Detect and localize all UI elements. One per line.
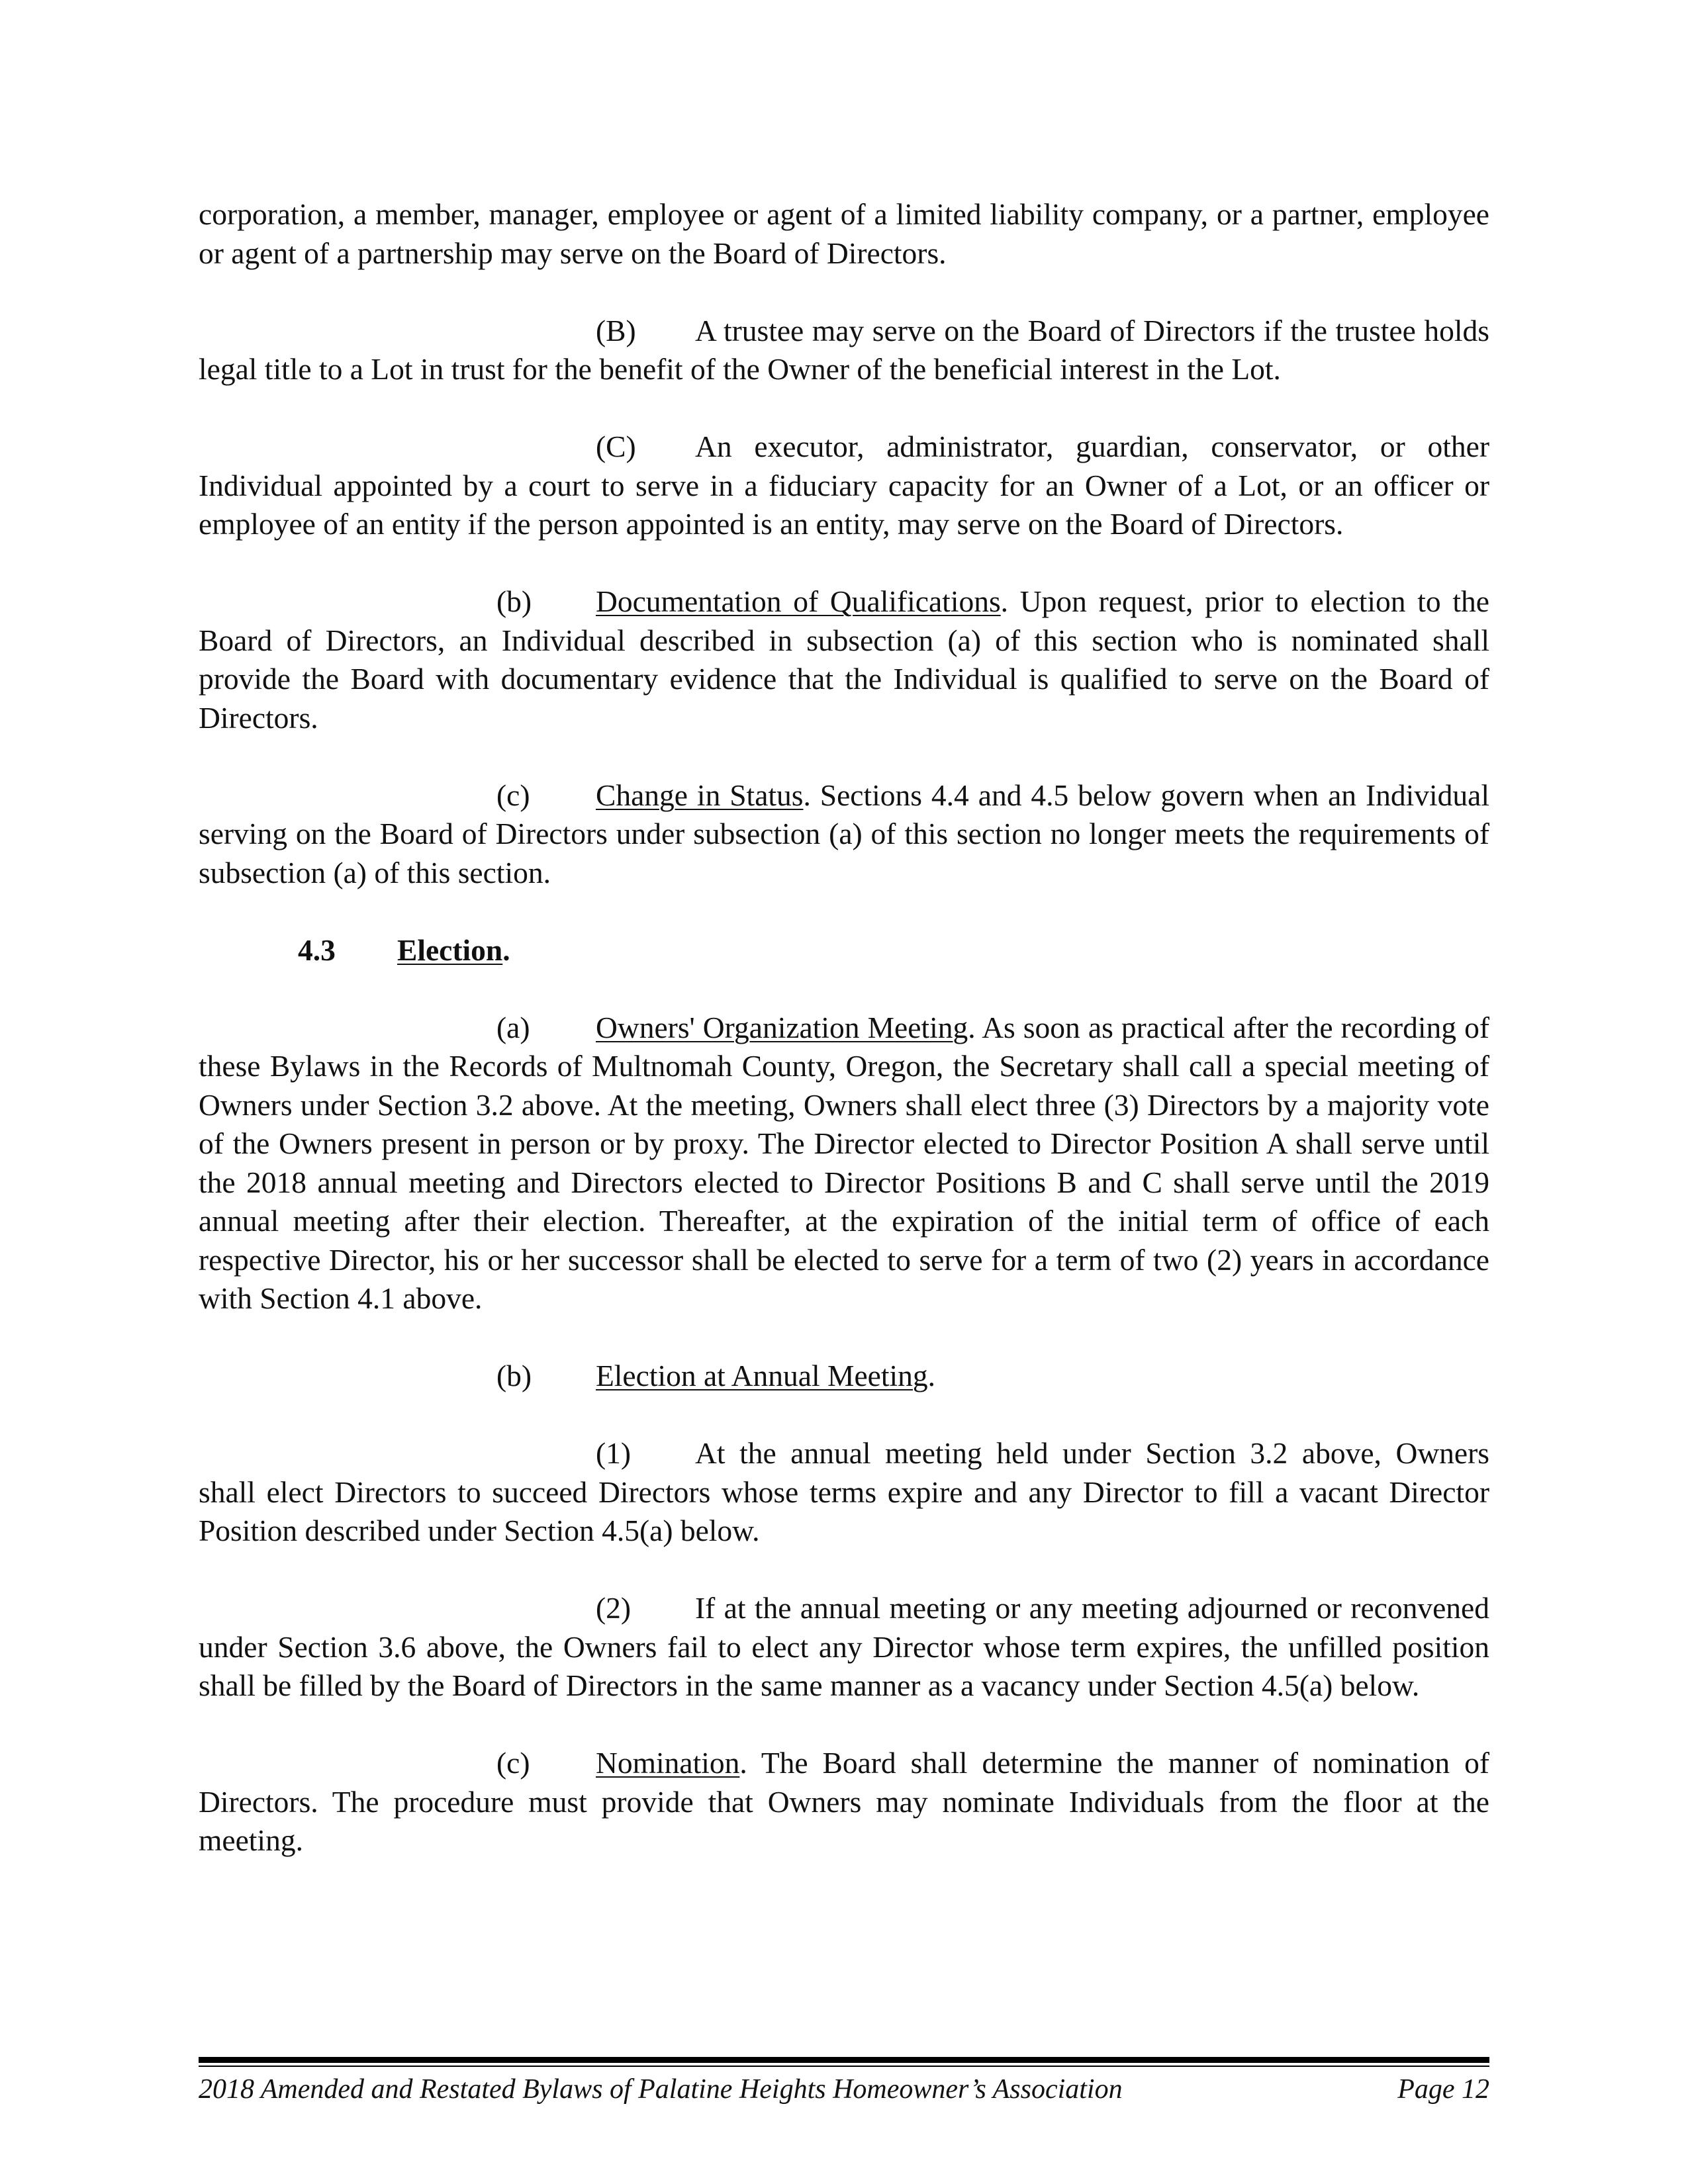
footer-document-title: 2018 Amended and Restated Bylaws of Palatine Heights Homeowner’s Association (199, 2074, 1123, 2105)
page-footer (199, 2057, 1489, 2107)
subsection-heading: Election at Annual Meeting (596, 1359, 928, 1392)
paragraph-text: . The Board shall determine the manner of nomination of Directors. The procedure must provide that Owners may nominate Individuals from the floor at the meeting. (199, 1746, 1489, 1857)
paragraph-c-nomination (199, 1744, 1489, 1860)
item-number: (2) (596, 1591, 632, 1625)
item-number: (b) (496, 1359, 532, 1392)
section-title-period: . (502, 933, 510, 967)
paragraph-text: . As soon as practical after the recording of these Bylaws in the Records of Multnomah County, Oregon, the Secretary shall call a special meeting of Owners under Section 3.2 above. At the meeting, Owners shall elect three (3) Directors by a majority vote of the Owners present in person or by proxy. The Director elected to Director Position A shall serve until the 2018 annual meeting and Directors elected to Director Positions B and C shall serve until the 2019 annual meeting after their election. Thereafter, at the expiration of the initial term of office of each respective Director, his or her successor shall be elected to serve for a term of two (2) years in accordance with Section 4.1 above. (199, 1010, 1490, 1315)
item-number: (b) (496, 584, 532, 618)
paragraph-text: . Sections 4.4 and 4.5 below govern when an Individual serving on the Board of Directors under subsection (a) of this section no longer meets the requirements of subsection (a) of this section. (199, 778, 1489, 889)
item-number: (c) (496, 1746, 530, 1780)
paragraph-text: At the annual meeting held under Section 3.2 above, Owners shall elect Directors to succeed Directors whose terms expire and any Director to fill a vacant Director Position described under Section 4.5(a) below. (199, 1436, 1489, 1547)
section-heading-election (199, 931, 1489, 970)
document-page (199, 195, 1489, 1860)
item-number: (1) (596, 1436, 632, 1470)
footer-rule-thin (199, 2066, 1489, 2067)
paragraph-text: If at the annual meeting or any meeting adjourned or reconvened under Section 3.6 above, the Owners fail to elect any Director whose term expires, the unfilled position shall be filled by the Board of Directors in the same manner as a vacancy under Section 4.5(a) below. (199, 1591, 1489, 1702)
item-number: (a) (496, 1010, 530, 1044)
paragraph-2-unfilled-position (199, 1589, 1489, 1706)
subsection-heading: Nomination (596, 1746, 740, 1780)
section-number: 4.3 (298, 933, 336, 967)
paragraph-text: . (927, 1359, 936, 1392)
paragraph-a-organization-meeting (199, 1009, 1489, 1318)
paragraph-b-annual-meeting (199, 1357, 1489, 1396)
paragraph-B-trustee (199, 312, 1489, 389)
paragraph-text: A trustee may serve on the Board of Directors if the trustee holds legal title to a Lot in trust for the benefit of the Owner of the beneficial interest in the Lot. (199, 313, 1489, 386)
item-number: (c) (496, 778, 530, 812)
footer-page-number: Page 12 (1397, 2074, 1489, 2105)
footer-row (199, 2072, 1489, 2107)
paragraph-text: . Upon request, prior to election to the Board of Directors, an Individual described in subsection (a) of this section who is nominated shall provide the Board with documentary evidence that the Individual is qualified to serve on the Board of Directors. (199, 584, 1489, 735)
paragraph-b-documentation (199, 582, 1489, 737)
section-title: Election (397, 933, 503, 967)
paragraph-text: An executor, administrator, guardian, conservator, or other Individual appointed by a court to serve in a fiduciary capacity for an Owner of a Lot, or an officer or employee of an entity if the person appointed is an entity, may serve on the Board of Directors. (199, 430, 1489, 541)
footer-rule-thick (199, 2057, 1489, 2063)
paragraph-C-executor (199, 428, 1489, 544)
subsection-heading: Change in Status (596, 778, 804, 812)
item-number: (B) (596, 313, 636, 347)
paragraph-continuation: corporation, a member, manager, employee or agent of a limited liability company, or a partner, employee or agent of a partnership may serve on the Board of Directors. (199, 197, 1489, 270)
paragraph-c-change-in-status (199, 776, 1489, 893)
item-number: (C) (596, 430, 636, 463)
subsection-heading: Owners' Organization Meeting (596, 1010, 968, 1044)
paragraph-1-annual-election (199, 1434, 1489, 1551)
subsection-heading: Documentation of Qualifications (596, 584, 1001, 618)
